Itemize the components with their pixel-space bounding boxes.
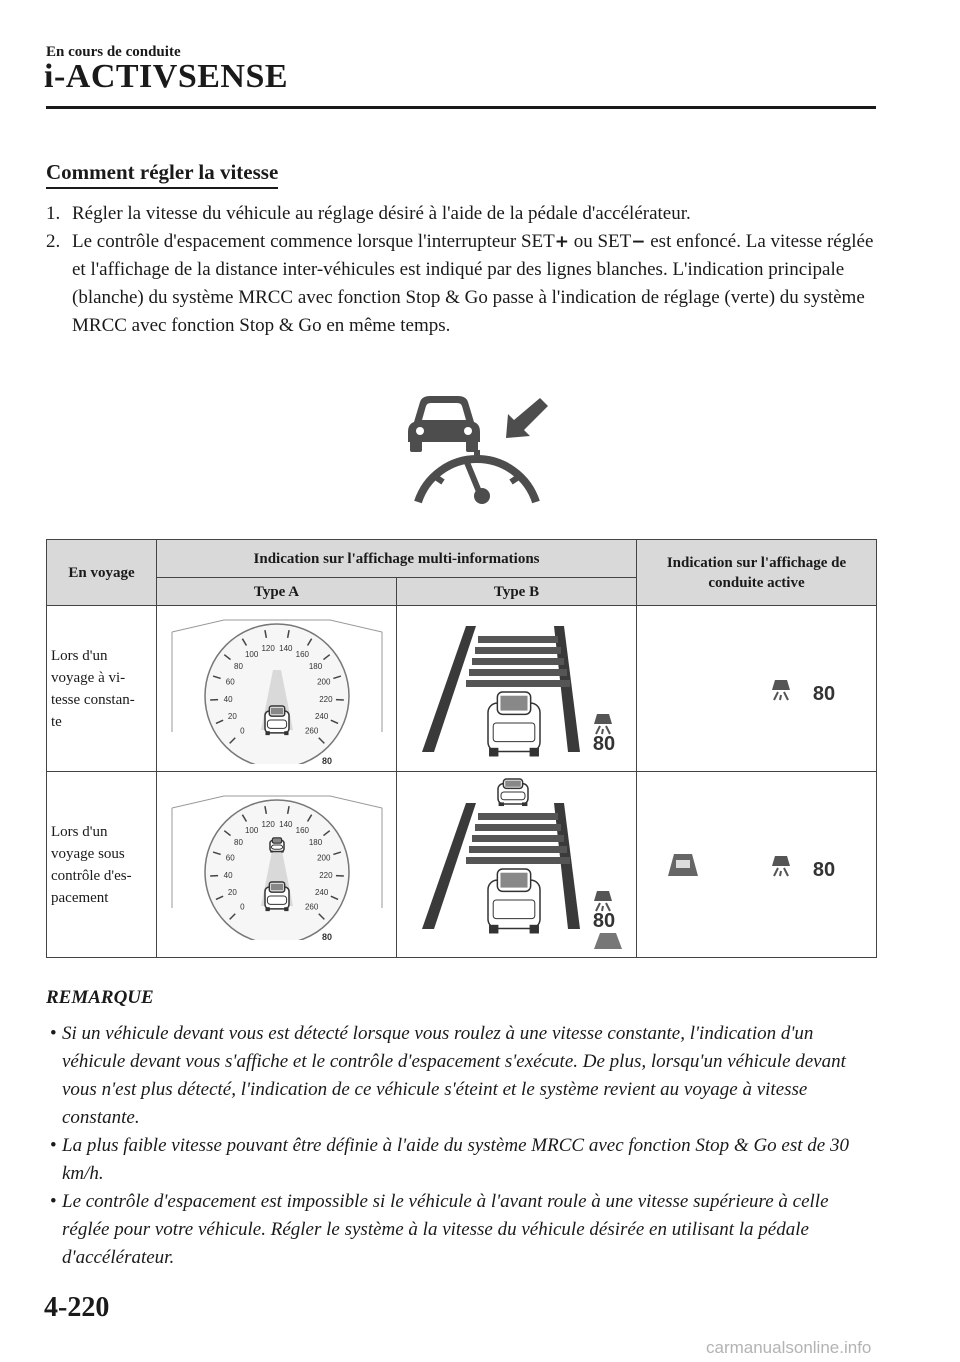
bullet: • [50, 1023, 57, 1044]
gauge-tick-label: 80 [233, 837, 243, 847]
distance-bar [475, 647, 561, 654]
distance-bar [475, 824, 561, 831]
active-driving-display [644, 614, 870, 764]
gauge-tick-label: 100 [244, 649, 258, 659]
remarque-notes [46, 1020, 876, 1272]
distance-bar [472, 835, 564, 842]
step-text-c: est enfoncé. La vitesse réglée et l'affichage de la distance inter-véhicules est indiqué par des lignes blanches. L'indication principale (blanche) du système MRCC avec fonction Stop & Go passe à l'indication de réglage (verte) du système MRCC avec fonction Stop & Go en même temps. [72, 231, 874, 336]
set-speed-label: 80 [812, 682, 835, 705]
icon-car-body [594, 714, 612, 724]
icon-car-body [772, 680, 790, 690]
row-label [47, 772, 157, 958]
distance-bar [466, 857, 570, 864]
step-number: 2. [46, 231, 61, 252]
section-label: En cours de conduite [46, 44, 181, 60]
car-icon [270, 838, 284, 853]
step-text: Régler la vitesse du véhicule au réglage désiré à l'aide de la pédale d'accélérateur. [72, 203, 691, 224]
note-text: La plus faible vitesse pouvant être définie à l'aide du système MRCC avec fonction Stop & Go est de 30 km/h. [62, 1135, 849, 1184]
gauge-tick-label: 140 [278, 819, 293, 829]
gauge-tick-label: 160 [295, 649, 309, 659]
vehicle-ahead-window [676, 860, 690, 868]
type-a-speedometer [164, 614, 390, 764]
set-speed-label: 80 [812, 858, 835, 881]
gauge-tick-label: 40 [223, 694, 233, 704]
distance-bar [469, 846, 567, 853]
indication-table [46, 539, 877, 958]
col-en-voyage: En voyage [47, 540, 157, 606]
gauge-tick-label: 0 [239, 726, 245, 736]
icon-lane-lines [774, 692, 788, 700]
set-speed-label: 80 [592, 909, 615, 932]
gauge-tick-label: 260 [304, 902, 318, 912]
table-row [47, 772, 877, 958]
icon-car-body [772, 856, 790, 866]
mrcc-stop-go-indicator-icon [400, 392, 550, 510]
gauge-tick-label: 220 [318, 694, 333, 704]
gauge-tick-label: 200 [316, 676, 330, 686]
note-text: Le contrôle d'espacement est impossible si le véhicule à l'avant roule à une vitesse supérieure à celle réglée pour votre véhicule. Régler le système à la vitesse du véhicule désirée en utilisant la pédale d'accélérateur. [62, 1191, 829, 1268]
label-line: pacement [51, 889, 109, 906]
note-item [46, 1132, 876, 1188]
active-driving-display [644, 790, 870, 940]
gauge-tick-label: 180 [308, 837, 322, 847]
label-line: tesse constan- [51, 691, 135, 708]
type-b-lane-display [404, 614, 630, 764]
gauge-tick-label: 80 [233, 661, 243, 671]
distance-bar [469, 669, 567, 676]
vehicle-ahead-icon [594, 933, 622, 949]
gauge-tick-label: 120 [260, 643, 275, 653]
lane-line-left [422, 626, 476, 752]
car-icon [265, 706, 289, 735]
gauge-tick-label: 260 [304, 726, 318, 736]
step-1 [46, 200, 876, 228]
car-icon [498, 779, 528, 806]
set-speed-label: 80 [321, 931, 332, 940]
lane-line-right [554, 803, 580, 929]
mrcc-status-icon [772, 680, 790, 700]
set-plus-symbol: + [554, 232, 569, 252]
lane-line-left [422, 803, 476, 929]
col-active-display: Indication sur l'affichage de conduite active [637, 540, 877, 606]
mrcc-status-icon [594, 714, 612, 734]
gauge-tick-label: 240 [314, 887, 328, 897]
note-item [46, 1188, 876, 1272]
col-type-b: Type B [397, 578, 637, 606]
step-text-a: Le contrôle d'espacement commence lorsque l'interrupteur SET [72, 231, 555, 252]
label-line: te [51, 713, 62, 730]
gauge-tick-label: 60 [225, 676, 235, 686]
watermark: carmanualsonline.info [706, 1338, 872, 1357]
set-speed-label: 80 [592, 732, 615, 755]
col-type-a: Type A [157, 578, 397, 606]
label-line: Lors d'un [51, 823, 108, 840]
type-b-cell [397, 772, 637, 958]
type-b-cell [397, 606, 637, 772]
distance-bar [478, 813, 558, 820]
step-text-b: ou SET [568, 231, 632, 252]
table-row [47, 606, 877, 772]
gauge-tick-label: 160 [295, 825, 309, 835]
step-2 [46, 228, 876, 340]
distance-bar [478, 636, 558, 643]
active-display-cell [637, 606, 877, 772]
type-a-cell [157, 772, 397, 958]
row-label [47, 606, 157, 772]
bullet: • [50, 1135, 57, 1156]
gauge-tick-label: 20 [227, 711, 237, 721]
label-line: Lors d'un [51, 647, 108, 664]
gauge-tick-label: 140 [278, 643, 293, 653]
gauge-tick-label: 100 [244, 825, 258, 835]
gauge-tick-label: 60 [225, 852, 235, 862]
distance-bar [472, 658, 564, 665]
distance-bar [466, 680, 570, 687]
label-line: voyage à vi- [51, 669, 126, 686]
label-line: voyage sous [51, 845, 125, 862]
page-title: i-ACTIVSENSE [44, 58, 289, 95]
lane-line-right [554, 626, 580, 752]
gauge-tick-label: 120 [260, 819, 275, 829]
mrcc-status-icon [772, 856, 790, 876]
set-minus-symbol: − [631, 232, 646, 252]
icon-lane-lines [774, 868, 788, 876]
note-item [46, 1020, 876, 1132]
active-display-cell [637, 772, 877, 958]
label-line: contrôle d'es- [51, 867, 132, 884]
remarque-title: REMARQUE [46, 987, 154, 1008]
icon-car-body [594, 891, 612, 901]
gauge-tick-label: 40 [223, 870, 233, 880]
gauge-tick-label: 20 [227, 887, 237, 897]
gauge-tick-label: 200 [316, 852, 330, 862]
mrcc-status-icon [594, 891, 612, 911]
set-speed-label: 80 [321, 755, 332, 764]
type-a-speedometer [164, 790, 390, 940]
car-icon [488, 869, 540, 933]
type-a-cell [157, 606, 397, 772]
car-icon [488, 692, 540, 756]
gauge-tick-label: 220 [318, 870, 333, 880]
car-icon [265, 882, 289, 911]
step-number: 1. [46, 203, 61, 224]
col-multi-info: Indication sur l'affichage multi-informations [157, 540, 637, 578]
bullet: • [50, 1191, 57, 1212]
gauge-tick-label: 180 [308, 661, 322, 671]
section-heading: Comment régler la vitesse [46, 160, 278, 189]
note-text: Si un véhicule devant vous est détecté lorsque vous roulez à une vitesse constante, l'indication d'un véhicule devant vous s'affiche et le contrôle d'espacement s'exécute. De plus, lorsqu'un véhicule devant vous n'est plus détecté, l'indication de ce véhicule s'éteint et le système revient au voyage à vitesse constante. [62, 1023, 846, 1128]
type-b-lane-display [404, 777, 630, 953]
gauge-tick-label: 240 [314, 711, 328, 721]
steps-list [46, 200, 876, 340]
header-divider [46, 106, 876, 109]
page-number: 4-220 [44, 1292, 110, 1323]
gauge-tick-label: 0 [239, 902, 245, 912]
